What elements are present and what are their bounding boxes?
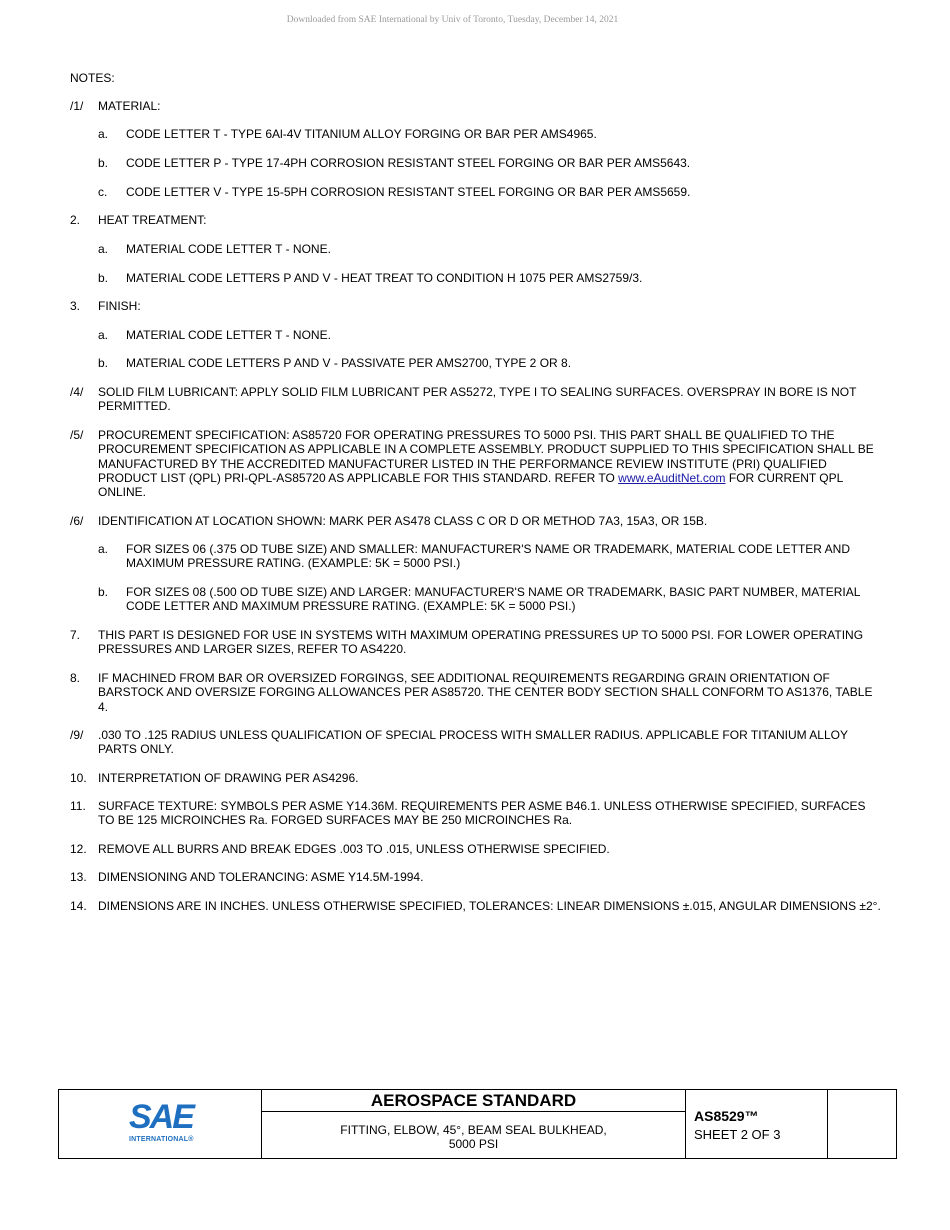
note-1c xyxy=(70,185,882,199)
note-5 xyxy=(70,428,882,499)
note-11 xyxy=(70,799,882,828)
note-3 xyxy=(70,299,882,313)
note-number: /1/ xyxy=(70,99,84,113)
note-text: CODE LETTER V - TYPE 15-5PH CORROSION RESISTANT STEEL FORGING OR BAR PER AMS5659. xyxy=(126,185,691,199)
part-description-line: FITTING, ELBOW, 45°, BEAM SEAL BULKHEAD, xyxy=(340,1123,607,1137)
note-3b xyxy=(70,356,882,370)
note-text: CODE LETTER P - TYPE 17-4PH CORROSION RESISTANT STEEL FORGING OR BAR PER AMS5643. xyxy=(126,156,691,170)
note-number: a. xyxy=(98,242,109,256)
document-number-cell xyxy=(686,1090,828,1158)
note-text: MATERIAL CODE LETTERS P AND V - HEAT TREAT TO CONDITION H 1075 PER AMS2759/3. xyxy=(126,271,643,285)
note-number: c. xyxy=(98,185,108,199)
note-2 xyxy=(70,213,882,227)
note-number: 8. xyxy=(70,671,81,685)
note-number: b. xyxy=(98,356,109,370)
note-12 xyxy=(70,842,882,856)
note-text: IF MACHINED FROM BAR OR OVERSIZED FORGINGS, SEE ADDITIONAL REQUIREMENTS REGARDING GRAIN ORIENTATION OF BARSTOCK AND OVERSIZE FORGING ALLOWANCES PER AS85720. THE CENTER BODY SECTION SHALL CONFORM TO AS1376, TABLE 4. xyxy=(98,671,873,714)
note-6 xyxy=(70,514,882,528)
note-text-part: PROCUREMENT SPECIFICATION: AS85720 FOR OPERATING PRESSURES TO 5000 PSI. THIS PART SHALL BE QUALIFIED TO THE PROCUREMENT SPECIFICATION AS APPLICABLE IN A COMPLETE ASSEMBLY. PRODUCT SUPPLIED TO THIS SPECIFICATION SHALL BE MANUFACTURED BY THE ACCREDITED MANUFACTURER LISTED IN THE PERFORMANCE REVIEW INSTITUTE (PRI) QUALIFIED PRODUCT LIST (QPL) PRI-QPL-AS85720 AS APPLICABLE FOR THIS STANDARD. REFER TO xyxy=(98,428,874,485)
sheet-number: SHEET 2 OF 3 xyxy=(694,1127,781,1142)
note-1a xyxy=(70,127,882,141)
note-number: 13. xyxy=(70,870,87,884)
title-block xyxy=(58,1089,897,1159)
title-cell xyxy=(262,1090,686,1158)
note-text: MATERIAL CODE LETTER T - NONE. xyxy=(126,242,331,256)
note-text: INTERPRETATION OF DRAWING PER AS4296. xyxy=(98,771,359,785)
note-number: b. xyxy=(98,156,109,170)
note-4 xyxy=(70,385,882,414)
note-6a xyxy=(70,542,882,571)
note-1 xyxy=(70,99,882,113)
note-text: .030 TO .125 RADIUS UNLESS QUALIFICATION OF SPECIAL PROCESS WITH SMALLER RADIUS. APPLICABLE FOR TITANIUM ALLOY PARTS ONLY. xyxy=(98,728,848,757)
note-10 xyxy=(70,771,882,785)
note-number: /9/ xyxy=(70,728,84,742)
note-2b xyxy=(70,271,882,285)
note-number: 7. xyxy=(70,628,81,642)
part-description-line: 5000 PSI xyxy=(448,1137,499,1151)
note-number: a. xyxy=(98,542,109,556)
blank-cell xyxy=(828,1090,896,1158)
note-number: 11. xyxy=(70,799,86,813)
eauditnet-link[interactable]: www.eAuditNet.com xyxy=(618,470,726,485)
note-text: FINISH: xyxy=(98,299,141,313)
note-text: MATERIAL CODE LETTERS P AND V - PASSIVATE PER AMS2700, TYPE 2 OR 8. xyxy=(126,356,572,370)
note-text: THIS PART IS DESIGNED FOR USE IN SYSTEMS WITH MAXIMUM OPERATING PRESSURES UP TO 5000 PSI. FOR LOWER OPERATING PRESSURES AND LARGER SIZES, REFER TO AS4220. xyxy=(98,628,864,657)
note-text: FOR SIZES 08 (.500 OD TUBE SIZE) AND LARGER: MANUFACTURER'S NAME OR TRADEMARK, BASIC PART NUMBER, MATERIAL CODE LETTER AND MAXIMUM PRESSURE RATING. (EXAMPLE: 5K = 5000 PSI.) xyxy=(126,585,860,614)
note-number: a. xyxy=(98,328,109,342)
note-number: /5/ xyxy=(70,428,84,442)
note-14 xyxy=(70,899,882,913)
sae-logo: SAE xyxy=(129,1098,193,1136)
note-text: IDENTIFICATION AT LOCATION SHOWN: MARK PER AS478 CLASS C OR D OR METHOD 7A3, 15A3, OR 15B. xyxy=(98,514,708,528)
note-text: REMOVE ALL BURRS AND BREAK EDGES .003 TO .015, UNLESS OTHERWISE SPECIFIED. xyxy=(98,842,610,856)
note-3a xyxy=(70,328,882,342)
note-text: SOLID FILM LUBRICANT: APPLY SOLID FILM LUBRICANT PER AS5272, TYPE I TO SEALING SURFACES. OVERSPRAY IN BORE IS NOT PERMITTED. xyxy=(98,385,857,414)
note-number: b. xyxy=(98,585,109,599)
note-text: MATERIAL: xyxy=(98,99,161,113)
note-number: 3. xyxy=(70,299,81,313)
part-description xyxy=(262,1123,685,1151)
sae-logo-subtext: INTERNATIONAL® xyxy=(129,1136,194,1143)
note-number: 12. xyxy=(70,842,87,856)
note-9 xyxy=(70,728,882,757)
note-8 xyxy=(70,671,882,714)
note-number: /6/ xyxy=(70,514,84,528)
note-number: 10. xyxy=(70,771,87,785)
note-text-part: FOR CURRENT QPL ONLINE. xyxy=(98,470,843,500)
note-2a xyxy=(70,242,882,256)
note-number: /4/ xyxy=(70,385,84,399)
note-text: HEAT TREATMENT: xyxy=(98,213,207,227)
document-number: AS8529™ xyxy=(694,1108,759,1124)
note-text: MATERIAL CODE LETTER T - NONE. xyxy=(126,328,331,342)
standard-type: AEROSPACE STANDARD xyxy=(262,1090,685,1112)
logo-cell xyxy=(59,1090,262,1158)
note-number: b. xyxy=(98,271,109,285)
note-number: 2. xyxy=(70,213,81,227)
note-number: a. xyxy=(98,127,109,141)
note-text: FOR SIZES 06 (.375 OD TUBE SIZE) AND SMALLER: MANUFACTURER'S NAME OR TRADEMARK, MATERIAL CODE LETTER AND MAXIMUM PRESSURE RATING. (EXAMPLE: 5K = 5000 PSI.) xyxy=(126,542,850,571)
note-6b xyxy=(70,585,882,614)
note-text: DIMENSIONS ARE IN INCHES. UNLESS OTHERWISE SPECIFIED, TOLERANCES: LINEAR DIMENSIONS ±.015, ANGULAR DIMENSIONS ±2°. xyxy=(98,899,881,913)
note-7 xyxy=(70,628,882,657)
notes-heading: NOTES: xyxy=(70,71,115,85)
note-text xyxy=(98,428,882,499)
note-text: SURFACE TEXTURE: SYMBOLS PER ASME Y14.36M. REQUIREMENTS PER ASME B46.1. UNLESS OTHERWISE SPECIFIED, SURFACES TO BE 125 MICROINCHES Ra. FORGED SURFACES MAY BE 250 MICROINCHES Ra. xyxy=(98,799,866,828)
note-number: 14. xyxy=(70,899,87,913)
note-13 xyxy=(70,870,882,884)
note-text: DIMENSIONING AND TOLERANCING: ASME Y14.5M-1994. xyxy=(98,870,424,884)
download-banner: Downloaded from SAE International by Univ of Toronto, Tuesday, December 14, 2021 xyxy=(286,15,619,25)
note-text: CODE LETTER T - TYPE 6Al-4V TITANIUM ALLOY FORGING OR BAR PER AMS4965. xyxy=(126,127,597,141)
note-1b xyxy=(70,156,882,170)
